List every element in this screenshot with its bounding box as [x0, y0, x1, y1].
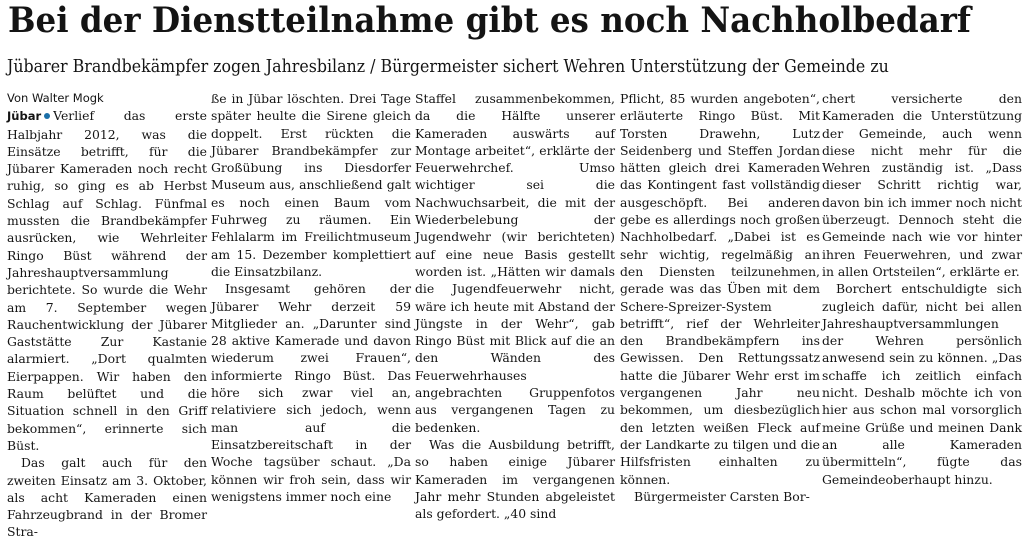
article-paragraph: Insgesamt gehören der Jübarer Wehr derzeit 59 Mitglieder an. „Darunter sind 28 aktive Kamerade und davon wiederum zwei Frauen“, informierte Ringo Büst. Das höre sich zwar viel an, relativiere sich jedoch, wenn man auf die Einsatzbereitschaft in der Woche tagsüber schaut. „Da können wir froh sein, dass wir wenigstens immer noch eine: [211, 281, 411, 504]
article-column-1: [7, 90, 207, 541]
article-paragraph: Pflicht, 85 wurden angeboten“, erläuterte Ringo Büst. Mit Torsten Drawehn, Lutz Seidenberg und Steffen Jordan hätten gleich drei Kameraden das Kontingent fast vollständig ausgeschöpft. Bei anderen gebe es allerdings noch großen Nachholbedarf. „Dabei ist es sehr wichtig, regelmäßig an den Diensten teilzunehmen, gerade was das Üben mit dem Schere-Spreizer-System betrifft“, rief der Wehrleiter den Brandbekämpfern ins Gewissen. Den Rettungssatz hatte die Jübarer Wehr erst im vergangenen Jahr neu bekommen, um diesbezüglich den letzten weißen Fleck auf der Landkarte zu tilgen und die Hilfsfristen einhalten zu können.: [620, 91, 820, 487]
article-column-4: [620, 90, 820, 505]
article-column-5: [822, 90, 1022, 488]
subheadline: Jübarer Brandbekämpfer zogen Jahresbilanz / Bürgermeister sichert Wehren Unterstützung der Gemeinde zu: [7, 57, 889, 77]
article-paragraph: ße in Jübar löschten. Drei Tage später heulte die Sirene gleich doppelt. Erst rückten die Jübarer Brandbekämpfer zur Großübung ins Diesdorfer Museum aus, anschließend galt es noch einen Baum vom Fuhrweg zu räumen. Ein Fehlalarm im Freilichtmuseum am 15. Dezember komplettiert die Einsatzbilanz.: [211, 91, 411, 279]
dateline: Jübar: [7, 109, 42, 124]
headline: Bei der Dienstteilnahme gibt es noch Nachholbedarf: [8, 0, 971, 41]
article-paragraph: Das galt auch für den zweiten Einsatz am 3. Oktober, als acht Kameraden einen Fahrzeugbrand in der Bromer Stra-: [7, 455, 207, 540]
byline: Von Walter Mogk: [7, 91, 104, 105]
article-paragraph: Bürgermeister Carsten Bor-: [634, 488, 810, 504]
article-paragraph: Was die Ausbildung betrifft, so haben einige Jübarer Kameraden im vergangenen Jahr mehr Stunden abgeleistet als gefordert. „40 sind: [415, 436, 615, 522]
article-column-2: [211, 90, 411, 505]
article-paragraph: Staffel zusammenbekommen, da die Hälfte unserer Kameraden auswärts auf Montage arbeitet“, erklärte der Feuerwehrchef. Umso wichtiger sei die Nachwuchsarbeit, die mit der Wiederbelebung der Jugendwehr (wir berichteten) auf eine neue Basis gestellt worden ist. „Hätten wir damals die Jugendfeuerwehr nicht, wäre ich heute mit Abstand der Jüngste in der Wehr“, gab Ringo Büst mit Blick auf die an den Wänden des Feuerwehrhauses angebrachten Gruppenfotos aus vergangenen Tagen zu bedenken.: [415, 91, 615, 435]
article-paragraph: Borchert entschuldigte sich zugleich dafür, nicht bei allen Jahreshauptversammlungen der Wehren persönlich anwesend sein zu können. „Das schaffe ich zeitlich einfach nicht. Deshalb möchte ich von hier aus schon mal vorsorglich meine Grüße und meinen Dank an alle Kameraden übermitteln“, fügte das Gemeindeoberhaupt hinzu.: [822, 281, 1022, 487]
article-paragraph: [7, 107, 207, 454]
article-paragraph: chert versicherte den Kameraden die Unterstützung der Gemeinde, auch wenn diese nicht mehr für die Wehren zuständig ist. „Dass dieser Schritt richtig war, davon bin ich immer noch nicht überzeugt. Dennoch steht die Gemeinde nach wie vor hinter ihren Feuerwehren, und zwar in allen Ortsteilen“, erklärte er.: [822, 91, 1022, 279]
dateline-dot-icon: [44, 113, 50, 119]
paragraph-text: Verlief das erste Halbjahr 2012, was die Einsätze betrifft, für die Jübarer Kameraden noch recht ruhig, so ging es ab Herbst Schlag auf Schlag. Fünfmal mussten die Brandbekämpfer ausrücken, wie Wehrleiter Ringo Büst während der Jahreshauptversammlung berichtete. So wurde die Wehr am 7. September wegen Rauchentwicklung der Jübarer Gaststätte Zur Kastanie alarmiert. „Dort qualmten Eierpappen. Wir haben den Raum belüftet und die Situation schnell in den Griff bekommen“, erinnerte sich Büst.: [7, 108, 207, 453]
article-column-3: [415, 90, 615, 522]
